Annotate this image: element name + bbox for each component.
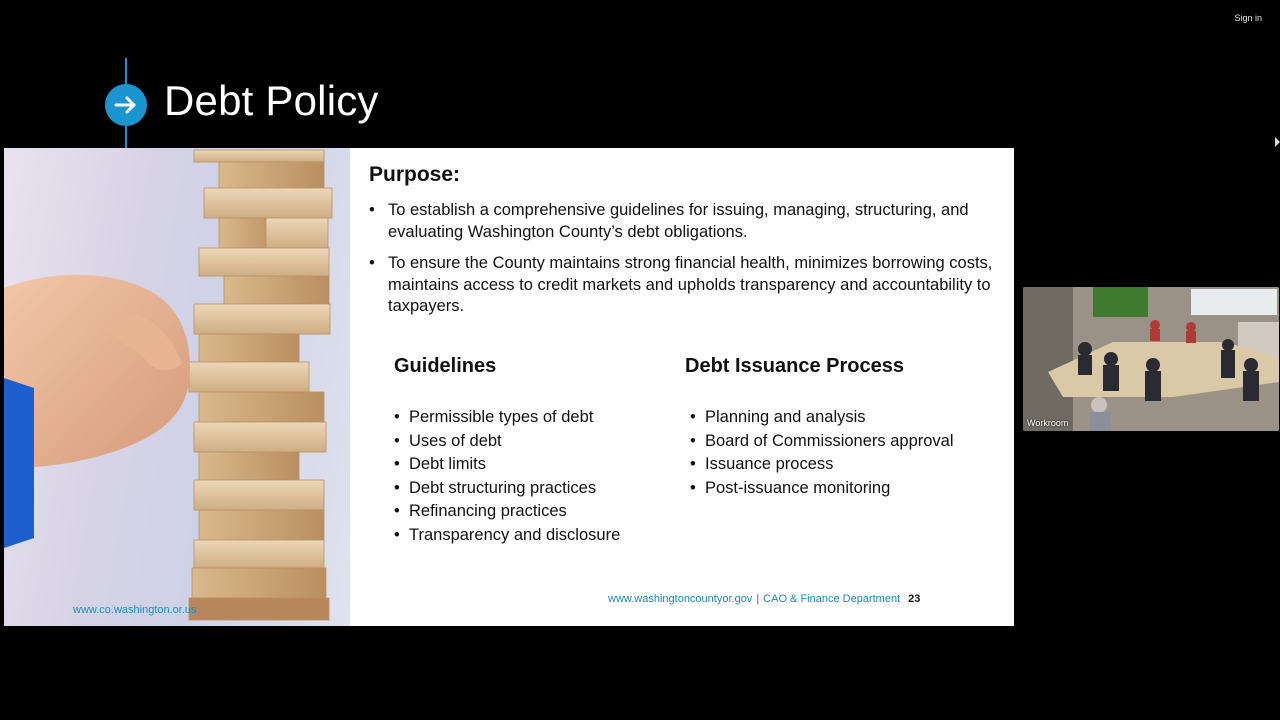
list-item: • Refinancing practices — [394, 500, 674, 524]
list-item: • Planning and analysis — [690, 406, 990, 430]
slide-text-area — [350, 148, 1014, 626]
presentation-slide — [4, 55, 1014, 626]
list-item: • Board of Commissioners approval — [690, 430, 990, 454]
list-item: • Debt limits — [394, 453, 674, 477]
guidelines-heading: Guidelines — [394, 355, 497, 377]
slide-title: Debt Policy — [164, 77, 379, 124]
footer-department: CAO & Finance Department — [763, 593, 901, 605]
slide-footer — [608, 593, 920, 605]
footer-website: www.washingtoncountyor.gov — [608, 593, 753, 605]
list-item: • Post-issuance monitoring — [690, 477, 990, 501]
debt-issuance-list — [690, 406, 990, 500]
jenga-tower-illustration — [4, 148, 350, 626]
list-item: • Uses of debt — [394, 430, 674, 454]
list-item: • Transparency and disclosure — [394, 524, 674, 548]
participant-video-tile[interactable] — [1023, 287, 1279, 431]
slide-title-bar — [4, 55, 1014, 148]
list-item: • Debt structuring practices — [394, 477, 674, 501]
slide-content — [4, 148, 1014, 626]
slide-page-number: 23 — [908, 593, 921, 605]
guidelines-list — [394, 406, 674, 548]
arrow-right-icon — [105, 84, 147, 126]
debt-issuance-heading: Debt Issuance Process — [685, 355, 904, 377]
photo-website-text: www.co.washington.or.us — [73, 604, 197, 616]
list-item: • To ensure the County maintains strong financial health, minimizes borrowing costs, maintains access to credit markets and upholds transparency and accountability to taxpayers. — [369, 253, 994, 318]
list-item: • Issuance process — [690, 453, 990, 477]
jenga-photo — [4, 148, 350, 626]
sign-in-button[interactable]: Sign in — [1234, 13, 1262, 23]
list-item: • To establish a comprehensive guidelines for issuing, managing, structuring, and evaluating Washington County’s debt obligations. — [369, 200, 994, 243]
participant-name-label: Workroom — [1027, 418, 1069, 428]
footer-separator: | — [756, 593, 760, 605]
list-item: • Permissible types of debt — [394, 406, 674, 430]
purpose-heading: Purpose: — [369, 163, 461, 186]
mouse-cursor-icon — [1275, 137, 1280, 147]
purpose-list — [369, 200, 994, 328]
meeting-room-video — [1023, 287, 1279, 431]
